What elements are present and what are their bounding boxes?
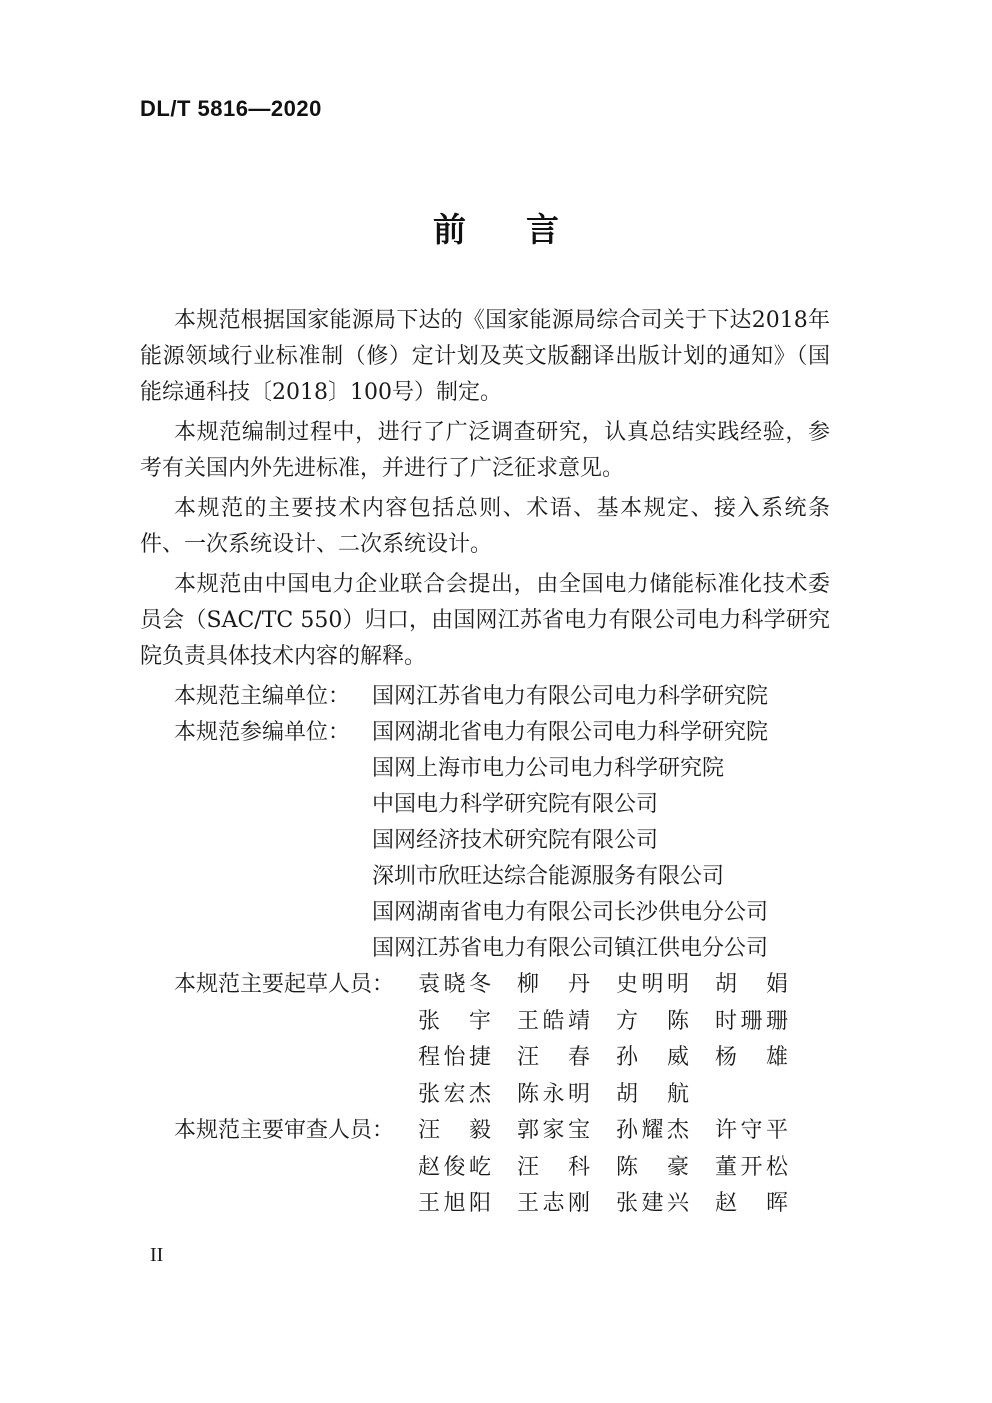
participating-units-label: 本规范参编单位： <box>174 720 351 745</box>
person-name: 杨 雄 <box>715 1045 788 1070</box>
person-name: 张建兴 <box>616 1191 689 1216</box>
participating-unit-row <box>140 823 830 859</box>
reviewers-row <box>140 1113 830 1150</box>
person-name: 时珊珊 <box>715 1008 788 1034</box>
person-name: 汪 科 <box>517 1154 590 1180</box>
person-name: 史明明 <box>616 972 689 997</box>
participating-unit-name: 中国电力科学研究院有限公司 <box>372 792 659 817</box>
participating-unit-row <box>140 895 830 931</box>
participating-unit-row <box>140 787 830 823</box>
participating-unit-name: 深圳市欣旺达综合能源服务有限公司 <box>372 864 725 889</box>
preface-body <box>140 303 830 1223</box>
chief-unit-label: 本规范主编单位： <box>174 684 351 709</box>
person-name: 陈 豪 <box>616 1154 689 1180</box>
person-name: 董开松 <box>715 1154 788 1180</box>
participating-unit-name: 国网湖南省电力有限公司长沙供电分公司 <box>372 900 769 925</box>
reviewers-row <box>140 1150 830 1187</box>
person-name: 张宏杰 <box>418 1081 491 1107</box>
person-name: 张 宇 <box>418 1008 491 1034</box>
drafters-label: 本规范主要起草人员： <box>174 972 395 997</box>
reviewers-block <box>140 1113 830 1223</box>
drafters-row <box>140 1077 830 1114</box>
person-name: 胡 娟 <box>715 972 788 997</box>
page-number: II <box>150 1244 164 1266</box>
person-name: 王皓靖 <box>517 1008 590 1034</box>
participating-unit-name: 国网湖北省电力有限公司电力科学研究院 <box>372 720 769 745</box>
participating-unit-row <box>140 859 830 895</box>
person-name: 赵 晖 <box>715 1191 788 1216</box>
person-name: 王志刚 <box>517 1191 590 1216</box>
chief-unit-row <box>140 679 830 715</box>
person-name: 陈永明 <box>517 1081 590 1107</box>
participating-unit-row <box>140 931 830 967</box>
drafters-row <box>140 967 830 1004</box>
chief-unit-name: 国网江苏省电力有限公司电力科学研究院 <box>372 684 769 709</box>
participating-unit-name: 国网江苏省电力有限公司镇江供电分公司 <box>372 936 769 961</box>
drafters-block <box>140 967 830 1113</box>
standard-code: DL/T 5816—2020 <box>140 96 322 121</box>
title-char-1: 前 <box>433 210 466 249</box>
person-name: 方 陈 <box>616 1008 689 1034</box>
person-name: 郭家宝 <box>517 1118 590 1143</box>
paragraph: 本规范根据国家能源局下达的《国家能源局综合司关于下达2018年能源领域行业标准制（修）定计划及英文版翻译出版计划的通知》（国能综通科技〔2018〕100号）制定。 <box>140 308 830 405</box>
title-char-2: 言 <box>526 210 559 249</box>
person-name: 汪 春 <box>517 1045 590 1070</box>
participating-unit-row <box>140 715 830 751</box>
person-name: 王旭阳 <box>418 1191 491 1216</box>
person-name: 孙 威 <box>616 1045 689 1070</box>
paragraph: 本规范的主要技术内容包括总则、术语、基本规定、接入系统条件、一次系统设计、二次系统设计。 <box>140 496 830 557</box>
paragraph: 本规范由中国电力企业联合会提出，由全国电力储能标准化技术委员会（SAC/TC 550）归口，由国网江苏省电力有限公司电力科学研究院负责具体技术内容的解释。 <box>140 572 830 669</box>
person-name: 汪 毅 <box>418 1118 491 1143</box>
person-name: 程怡捷 <box>418 1045 491 1070</box>
drafters-row <box>140 1004 830 1041</box>
participating-unit-name: 国网经济技术研究院有限公司 <box>372 828 659 853</box>
participating-unit-row <box>140 751 830 787</box>
drafters-row <box>140 1040 830 1077</box>
reviewers-label: 本规范主要审查人员： <box>174 1118 395 1143</box>
person-name: 胡 航 <box>616 1081 689 1107</box>
reviewers-row <box>140 1186 830 1223</box>
participating-unit-name: 国网上海市电力公司电力科学研究院 <box>372 756 725 781</box>
page-title <box>0 204 992 251</box>
person-name: 孙耀杰 <box>616 1118 689 1143</box>
person-name: 许守平 <box>715 1118 788 1143</box>
person-name: 柳 丹 <box>517 972 590 997</box>
person-name: 袁晓冬 <box>418 972 491 997</box>
person-name: 赵俊屹 <box>418 1154 491 1180</box>
paragraph: 本规范编制过程中，进行了广泛调查研究，认真总结实践经验，参考有关国内外先进标准，并进行了广泛征求意见。 <box>140 420 830 481</box>
